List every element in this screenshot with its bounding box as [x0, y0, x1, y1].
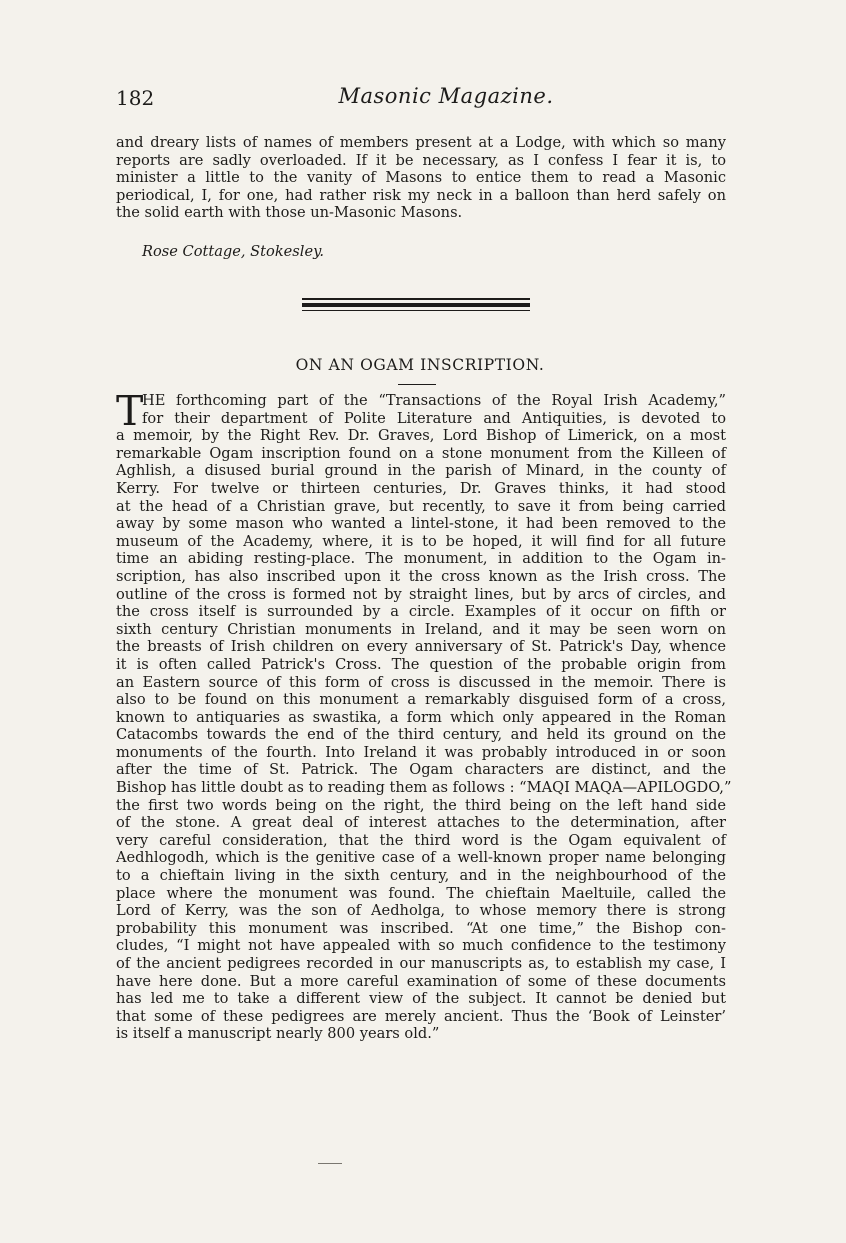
- text-line: Lord of Kerry, was the son of Aedholga, to whose memory there is strong: [116, 902, 726, 920]
- text-line: that some of these pedigrees are merely ancient. Thus the ‘Book of Leinster’: [116, 1007, 726, 1025]
- text-line: minister a little to the vanity of Masons to entice them to read a Masonic: [116, 169, 726, 187]
- text-line: and dreary lists of names of members present at a Lodge, with which so many: [116, 134, 726, 151]
- text-line: the first two words being on the right, the third being on the left hand side: [116, 796, 726, 814]
- title-underline: [398, 384, 436, 385]
- divider-rule-thin: [302, 298, 530, 300]
- text-line: HE forthcoming part of the “Transactions of the Royal Irish Academy,”: [142, 392, 726, 409]
- text-line: the breasts of Irish children on every anniversary of St. Patrick's Day, whence: [116, 638, 726, 656]
- text-line: the solid earth with those un-Masonic Masons.: [116, 204, 463, 222]
- text-line: known to antiquaries as swastika, a form which only appeared in the Roman: [116, 708, 726, 726]
- text-line: to a chieftain living in the sixth century, and in the neighbourhood of the: [116, 867, 726, 885]
- text-line: also to be found on this monument a remarkably disguised form of a cross,: [116, 691, 726, 709]
- text-line: have here done. But a more careful examination of some of these documents: [116, 972, 726, 990]
- text-line: place where the monument was found. The chieftain Maeltuile, called the: [116, 884, 726, 902]
- text-line: it is often called Patrick's Cross. The question of the probable origin from: [116, 655, 726, 673]
- text-line: very careful consideration, that the third word is the Ogam equivalent of: [116, 831, 726, 849]
- text-line: away by some mason who wanted a lintel-stone, it had been removed to the: [116, 515, 726, 533]
- running-title: Masonic Magazine.: [338, 84, 554, 108]
- section-divider: [302, 298, 530, 318]
- text-line: is itself a manuscript nearly 800 years old.”: [116, 1025, 440, 1043]
- text-line: has led me to take a different view of the subject. It cannot be denied but: [116, 990, 726, 1008]
- drop-cap: T: [116, 387, 144, 435]
- text-line: of the stone. A great deal of interest attaches to the determination, after: [116, 814, 726, 832]
- text-line: Catacombs towards the end of the third century, and held its ground on the: [116, 726, 726, 744]
- page-header: [116, 84, 726, 114]
- text-line: Aedhlogodh, which is the genitive case of a well-known proper name belonging: [116, 849, 726, 867]
- text-line: Kerry. For twelve or thirteen centuries, Dr. Graves thinks, it had stood: [116, 479, 726, 497]
- text-line: of the ancient pedigrees recorded in our manuscripts as, to establish my case, I: [116, 955, 726, 972]
- text-line: outline of the cross is formed not by straight lines, but by arcs of circles, and: [116, 585, 726, 603]
- divider-rule-thick: [302, 303, 530, 307]
- article-body: [116, 387, 732, 1043]
- text-line: a memoir, by the Right Rev. Dr. Graves, Lord Bishop of Limerick, on a most: [116, 427, 726, 445]
- text-line: Aghlish, a disused burial ground in the parish of Minard, in the county of: [116, 462, 726, 480]
- text-line: at the head of a Christian grave, but recently, to save it from being carried: [116, 497, 726, 515]
- article-title: ON AN OGAM INSCRIPTION.: [295, 356, 545, 374]
- text-line: time an abiding resting-place. The monument, in addition to the Ogam in-: [116, 550, 726, 568]
- text-line: after the time of St. Patrick. The Ogam characters are distinct, and the: [116, 761, 726, 779]
- text-line: probability this monument was inscribed. “At one time,” the Bishop con-: [116, 919, 726, 937]
- text-line: scription, has also inscribed upon it the cross known as the Irish cross. The: [116, 567, 726, 585]
- text-line: museum of the Academy, where, it is to be hoped, it will find for all future: [116, 532, 726, 550]
- text-line: an Eastern source of this form of cross is discussed in the memoir. There is: [116, 673, 726, 691]
- text-line: for their department of Polite Literature and Antiquities, is devoted to: [142, 409, 726, 427]
- divider-rule-hairline: [302, 310, 530, 311]
- text-line: periodical, I, for one, had rather risk my neck in a balloon than herd safely on: [116, 186, 726, 204]
- text-line: remarkable Ogam inscription found on a stone monument from the Killeen of: [116, 444, 726, 462]
- text-line: sixth century Christian monuments in Ireland, and it may be seen worn on: [116, 620, 726, 638]
- page-number: 182: [116, 86, 155, 110]
- text-line: monuments of the fourth. Into Ireland it was probably introduced in or soon: [116, 743, 726, 761]
- footer-mark: [318, 1163, 342, 1164]
- text-line: cludes, “I might not have appealed with so much confidence to the testimony: [116, 937, 726, 955]
- signature-location: Rose Cottage, Stokesley.: [142, 243, 325, 260]
- text-line: Bishop has little doubt as to reading them as follows : “MAQI MAQA—APILOGDO,”: [116, 779, 732, 797]
- text-line: reports are sadly overloaded. If it be necessary, as I confess I fear it is, to: [116, 151, 726, 169]
- intro-paragraph: [116, 134, 726, 222]
- text-line: the cross itself is surrounded by a circle. Examples of it occur on fifth or: [116, 603, 726, 621]
